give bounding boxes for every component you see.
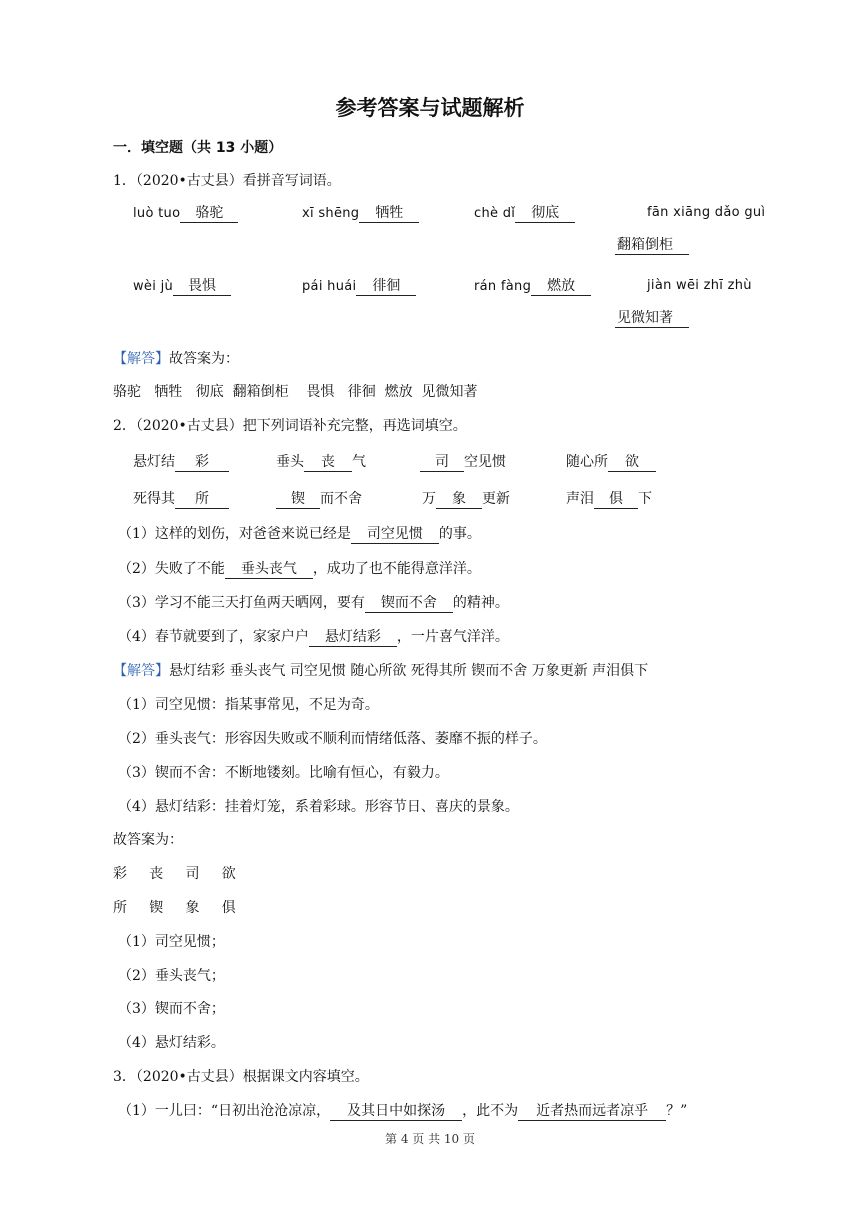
q2-item	[276, 488, 362, 509]
answer-blank: 及其日中如探汤	[330, 1103, 462, 1121]
idiom-part: 垂头	[276, 454, 304, 470]
q3-stem: 3．（2020•古丈县）根据课文内容填空。	[113, 1069, 369, 1085]
answer-blank: 象	[436, 491, 482, 509]
fill-text: 的精神。	[452, 595, 509, 611]
q1-item	[133, 278, 231, 296]
pinyin: pái huái	[302, 279, 357, 294]
answer-fill: （3）锲而不舍；	[118, 1001, 225, 1017]
answer-blank: 欲	[608, 454, 656, 472]
idiom-part: 随心所	[566, 454, 608, 470]
q2-item	[420, 451, 506, 472]
q1-stem: 1．（2020•古丈县）看拼音写词语。	[113, 173, 341, 189]
q3-fill-1	[118, 1100, 687, 1121]
answer-line	[615, 237, 689, 255]
answer-blank: 锲而不舍	[365, 595, 453, 613]
answer-blank: 骆驼	[180, 205, 238, 223]
fill-text: 的事。	[438, 526, 481, 542]
answer-blank: 见微知著	[615, 310, 689, 328]
fill-text: （2）失败了不能	[118, 561, 225, 577]
q2-explanation: （1）司空见惯：指某事常见，不足为奇。	[118, 697, 379, 713]
answers-row: 彩 丧 司 欲	[113, 866, 236, 882]
jieda-tag: 【解答】	[113, 351, 169, 367]
q2-item	[133, 451, 229, 472]
q2-item	[422, 488, 510, 509]
pinyin: xī shēng	[302, 206, 360, 221]
pinyin: rán fàng	[474, 279, 532, 294]
answer-fill: （1）司空见惯；	[118, 934, 225, 950]
answer-fill: （2）垂头丧气；	[118, 968, 225, 984]
q2-explanation: （4）悬灯结彩：挂着灯笼，系着彩球。形容节日、喜庆的景象。	[118, 799, 519, 815]
answer-line	[615, 310, 689, 328]
answer-blank: 彩	[175, 454, 229, 472]
idiom-part: 死得其	[133, 491, 175, 507]
answer-blank: 俱	[594, 491, 638, 509]
idiom-part: 悬灯结	[133, 454, 175, 470]
section-heading: 一．填空题（共 13 小题）	[113, 140, 283, 156]
idiom-part: 气	[352, 454, 366, 470]
page-footer: 第 4 页 共 10 页	[385, 1132, 475, 1146]
fill-text: （1）一儿曰：“日初出沧沧凉凉，	[118, 1103, 331, 1119]
q2-explanation: （3）锲而不舍：不断地镂刻。比喻有恒心，有毅力。	[118, 765, 449, 781]
pinyin: chè dǐ	[474, 206, 516, 221]
q1-item	[302, 278, 416, 296]
answer-blank: 悬灯结彩	[309, 629, 397, 647]
q2-explanation: （2）垂头丧气：形容因失败或不顺利而情绪低落、萎靡不振的样子。	[118, 731, 547, 747]
q2-item	[566, 451, 656, 472]
fill-text: ，成功了也不能得意洋洋。	[312, 561, 481, 577]
pinyin: wèi jù	[133, 279, 174, 294]
q2-fill-1	[118, 523, 481, 544]
idiom-part: 更新	[482, 491, 510, 507]
q2-item	[566, 488, 652, 509]
idiom-part: 而不舍	[320, 491, 362, 507]
fill-text: （1）这样的划伤，对爸爸来说已经是	[118, 526, 351, 542]
fill-text: （3）学习不能三天打鱼两天晒网，要有	[118, 595, 365, 611]
idiom-part: 万	[422, 491, 436, 507]
answer-blank: 彻底	[515, 205, 575, 223]
fill-text: （4）春节就要到了，家家户户	[118, 629, 309, 645]
idiom-part: 声泪	[566, 491, 594, 507]
pinyin: fān xiāng dǎo guì	[647, 205, 766, 220]
q2-fill-4	[118, 626, 509, 647]
q1-item	[474, 205, 575, 223]
answer-intro: 故答案为：	[113, 832, 183, 848]
q1-jieda	[113, 348, 239, 368]
q1-item	[474, 278, 591, 296]
idiom-part: 空见惯	[464, 454, 506, 470]
jieda-tag: 【解答】	[113, 663, 169, 679]
pinyin: jiàn wēi zhī zhù	[647, 278, 752, 293]
q2-jieda	[113, 660, 648, 680]
answer-blank: 近者热而远者凉乎	[518, 1103, 666, 1121]
q2-item	[276, 451, 366, 472]
fill-text: ，一片喜气洋洋。	[396, 629, 509, 645]
answer-blank: 司空见惯	[351, 526, 439, 544]
answer-fill: （4）悬灯结彩。	[118, 1035, 225, 1051]
answer-blank: 垂头丧气	[225, 561, 313, 579]
q1-item	[133, 205, 238, 223]
fill-text: ？”	[666, 1103, 688, 1119]
answers-row: 所 锲 象 俱	[113, 900, 236, 916]
answer-blank: 司	[420, 454, 464, 472]
q2-fill-2	[118, 558, 481, 579]
jieda-text: 悬灯结彩 垂头丧气 司空见惯 随心所欲 死得其所 锲而不舍 万象更新 声泪俱下	[169, 663, 649, 679]
q1-item	[302, 205, 419, 223]
answer-blank: 畏惧	[173, 278, 231, 296]
answer-blank: 徘徊	[356, 278, 416, 296]
q2-fill-3	[118, 592, 509, 613]
q1-answer-line: 骆驼 牺牲 彻底 翻箱倒柜 畏惧 徘徊 燃放 见微知著	[113, 384, 478, 400]
answer-blank: 燃放	[531, 278, 591, 296]
answer-blank: 所	[175, 491, 229, 509]
pinyin: luò tuo	[133, 206, 181, 221]
q2-stem: 2．（2020•古丈县）把下列词语补充完整，再选词填空。	[113, 418, 467, 434]
answer-blank: 丧	[304, 454, 352, 472]
q2-item	[133, 488, 229, 509]
jieda-text: 故答案为：	[169, 351, 239, 367]
answer-blank: 翻箱倒柜	[615, 237, 689, 255]
answer-blank: 牺牲	[359, 205, 419, 223]
fill-text: ，此不为	[462, 1103, 519, 1119]
answer-blank: 锲	[276, 491, 320, 509]
idiom-part: 下	[638, 491, 652, 507]
page-title: 参考答案与试题解析	[335, 96, 525, 120]
